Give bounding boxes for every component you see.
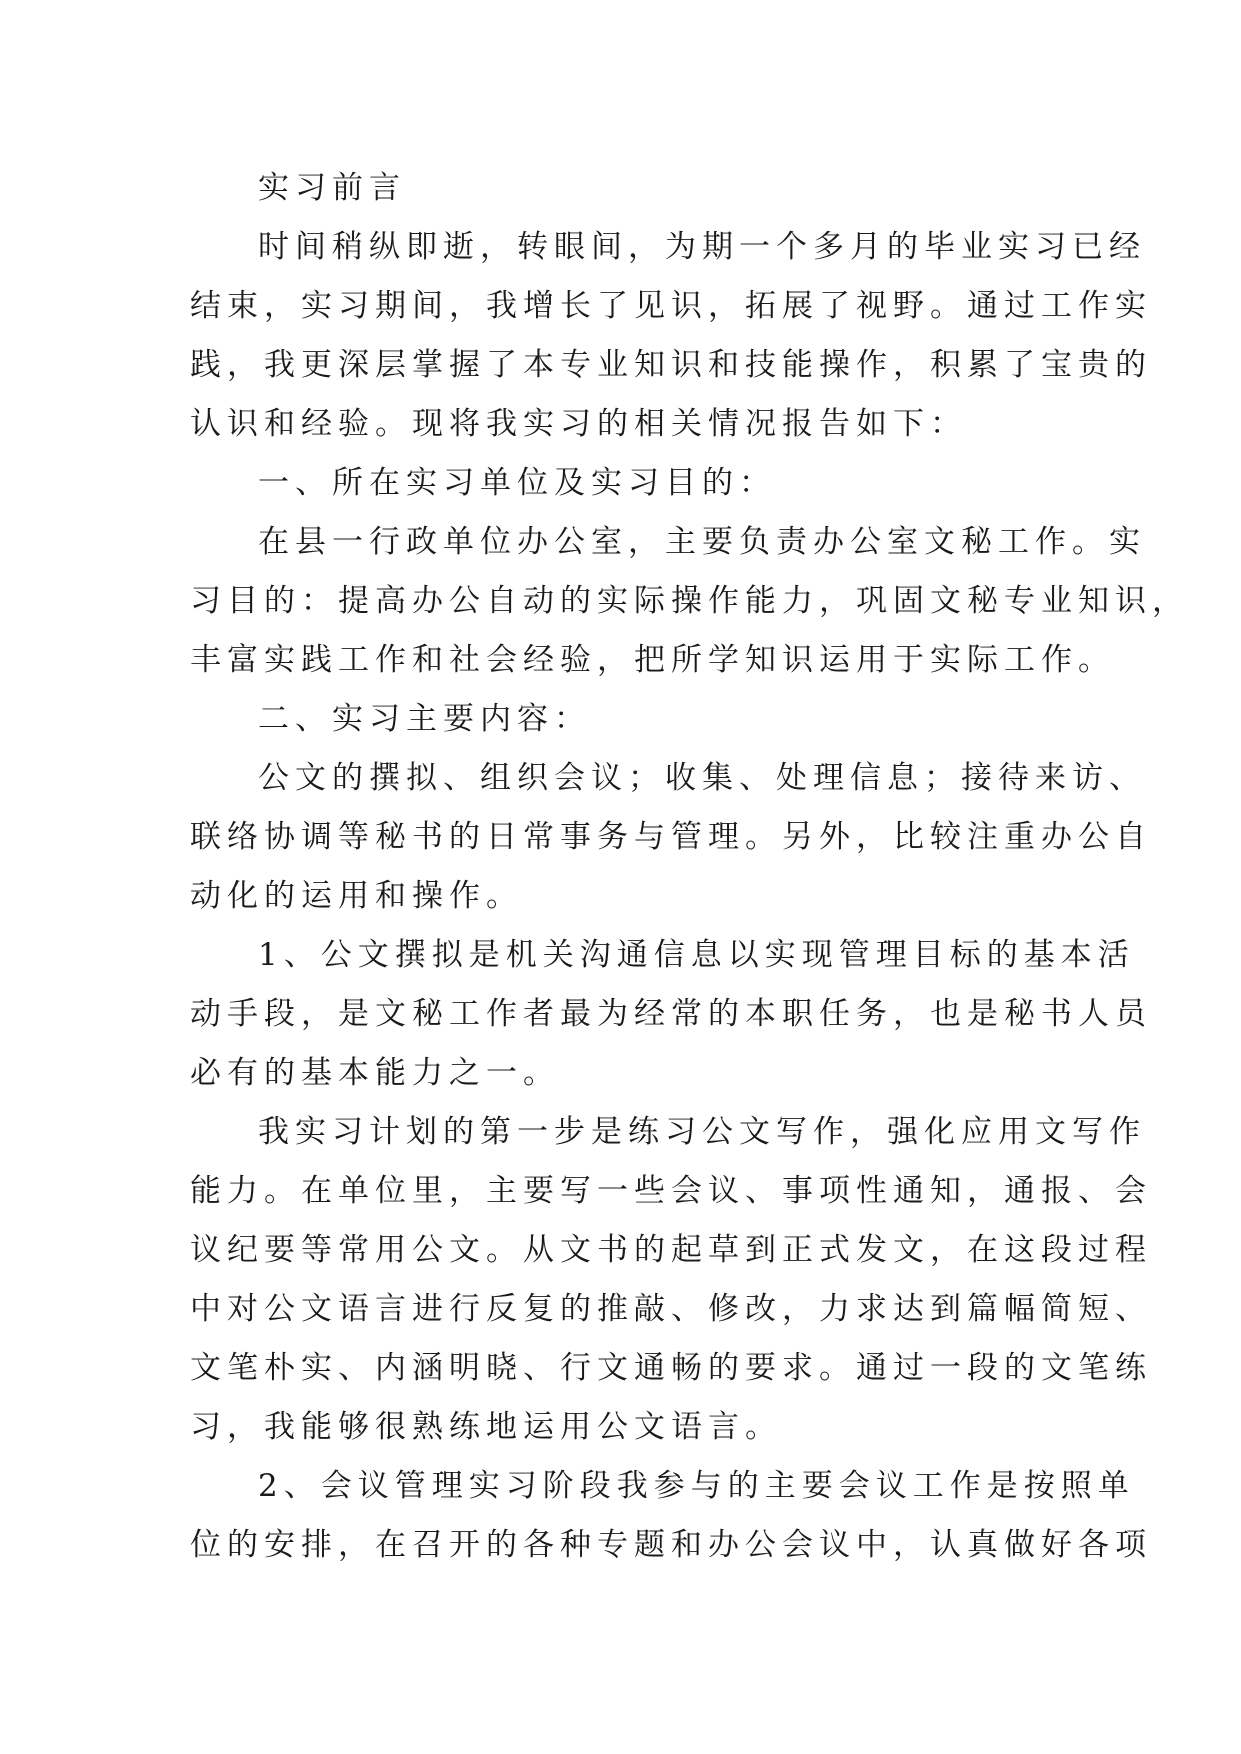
paragraph-line: 议纪要等常用公文。从文书的起草到正式发文，在这段过程 [190, 1232, 1152, 1268]
paragraph-line: 丰富实践工作和社会经验，把所学知识运用于实际工作。 [190, 642, 1115, 678]
paragraph-line: 公文的撰拟、组织会议；收集、处理信息；接待来访、 [258, 760, 1146, 796]
paragraph-line: 中对公文语言进行反复的推敲、修改，力求达到篇幅简短、 [190, 1291, 1152, 1327]
paragraph-line: 动化的运用和操作。 [190, 878, 523, 914]
paragraph-line: 习，我能够很熟练地运用公文语言。 [190, 1409, 782, 1445]
paragraph-line: 习目的：提高办公自动的实际操作能力，巩固文秘专业知识， [190, 583, 1189, 619]
paragraph-line: 2、会议管理实习阶段我参与的主要会议工作是按照单 [258, 1468, 1135, 1504]
paragraph-line: 必有的基本能力之一。 [190, 1055, 560, 1091]
paragraph-line: 认识和经验。现将我实习的相关情况报告如下： [190, 406, 967, 442]
paragraph-line: 践，我更深层掌握了本专业知识和技能操作，积累了宝贵的 [190, 347, 1152, 383]
section-heading-preface: 实习前言 [258, 170, 406, 206]
paragraph-line: 能力。在单位里，主要写一些会议、事项性通知，通报、会 [190, 1173, 1152, 1209]
paragraph-line: 动手段，是文秘工作者最为经常的本职任务，也是秘书人员 [190, 996, 1152, 1032]
paragraph-line: 1、公文撰拟是机关沟通信息以实现管理目标的基本活 [258, 937, 1135, 973]
paragraph-line: 时间稍纵即逝，转眼间，为期一个多月的毕业实习已经 [258, 229, 1146, 265]
paragraph-line: 结束，实习期间，我增长了见识，拓展了视野。通过工作实 [190, 288, 1152, 324]
paragraph-line: 联络协调等秘书的日常事务与管理。另外，比较注重办公自 [190, 819, 1152, 855]
paragraph-line: 位的安排，在召开的各种专题和办公会议中，认真做好各项 [190, 1527, 1152, 1563]
paragraph-line: 文笔朴实、内涵明晓、行文通畅的要求。通过一段的文笔练 [190, 1350, 1152, 1386]
document-body [190, 159, 1189, 1575]
paragraph-line: 在县一行政单位办公室，主要负责办公室文秘工作。实 [258, 524, 1146, 560]
section-heading-2: 二、实习主要内容： [258, 701, 591, 737]
section-heading-1: 一、所在实习单位及实习目的： [258, 465, 776, 501]
paragraph-line: 我实习计划的第一步是练习公文写作，强化应用文写作 [258, 1114, 1146, 1150]
